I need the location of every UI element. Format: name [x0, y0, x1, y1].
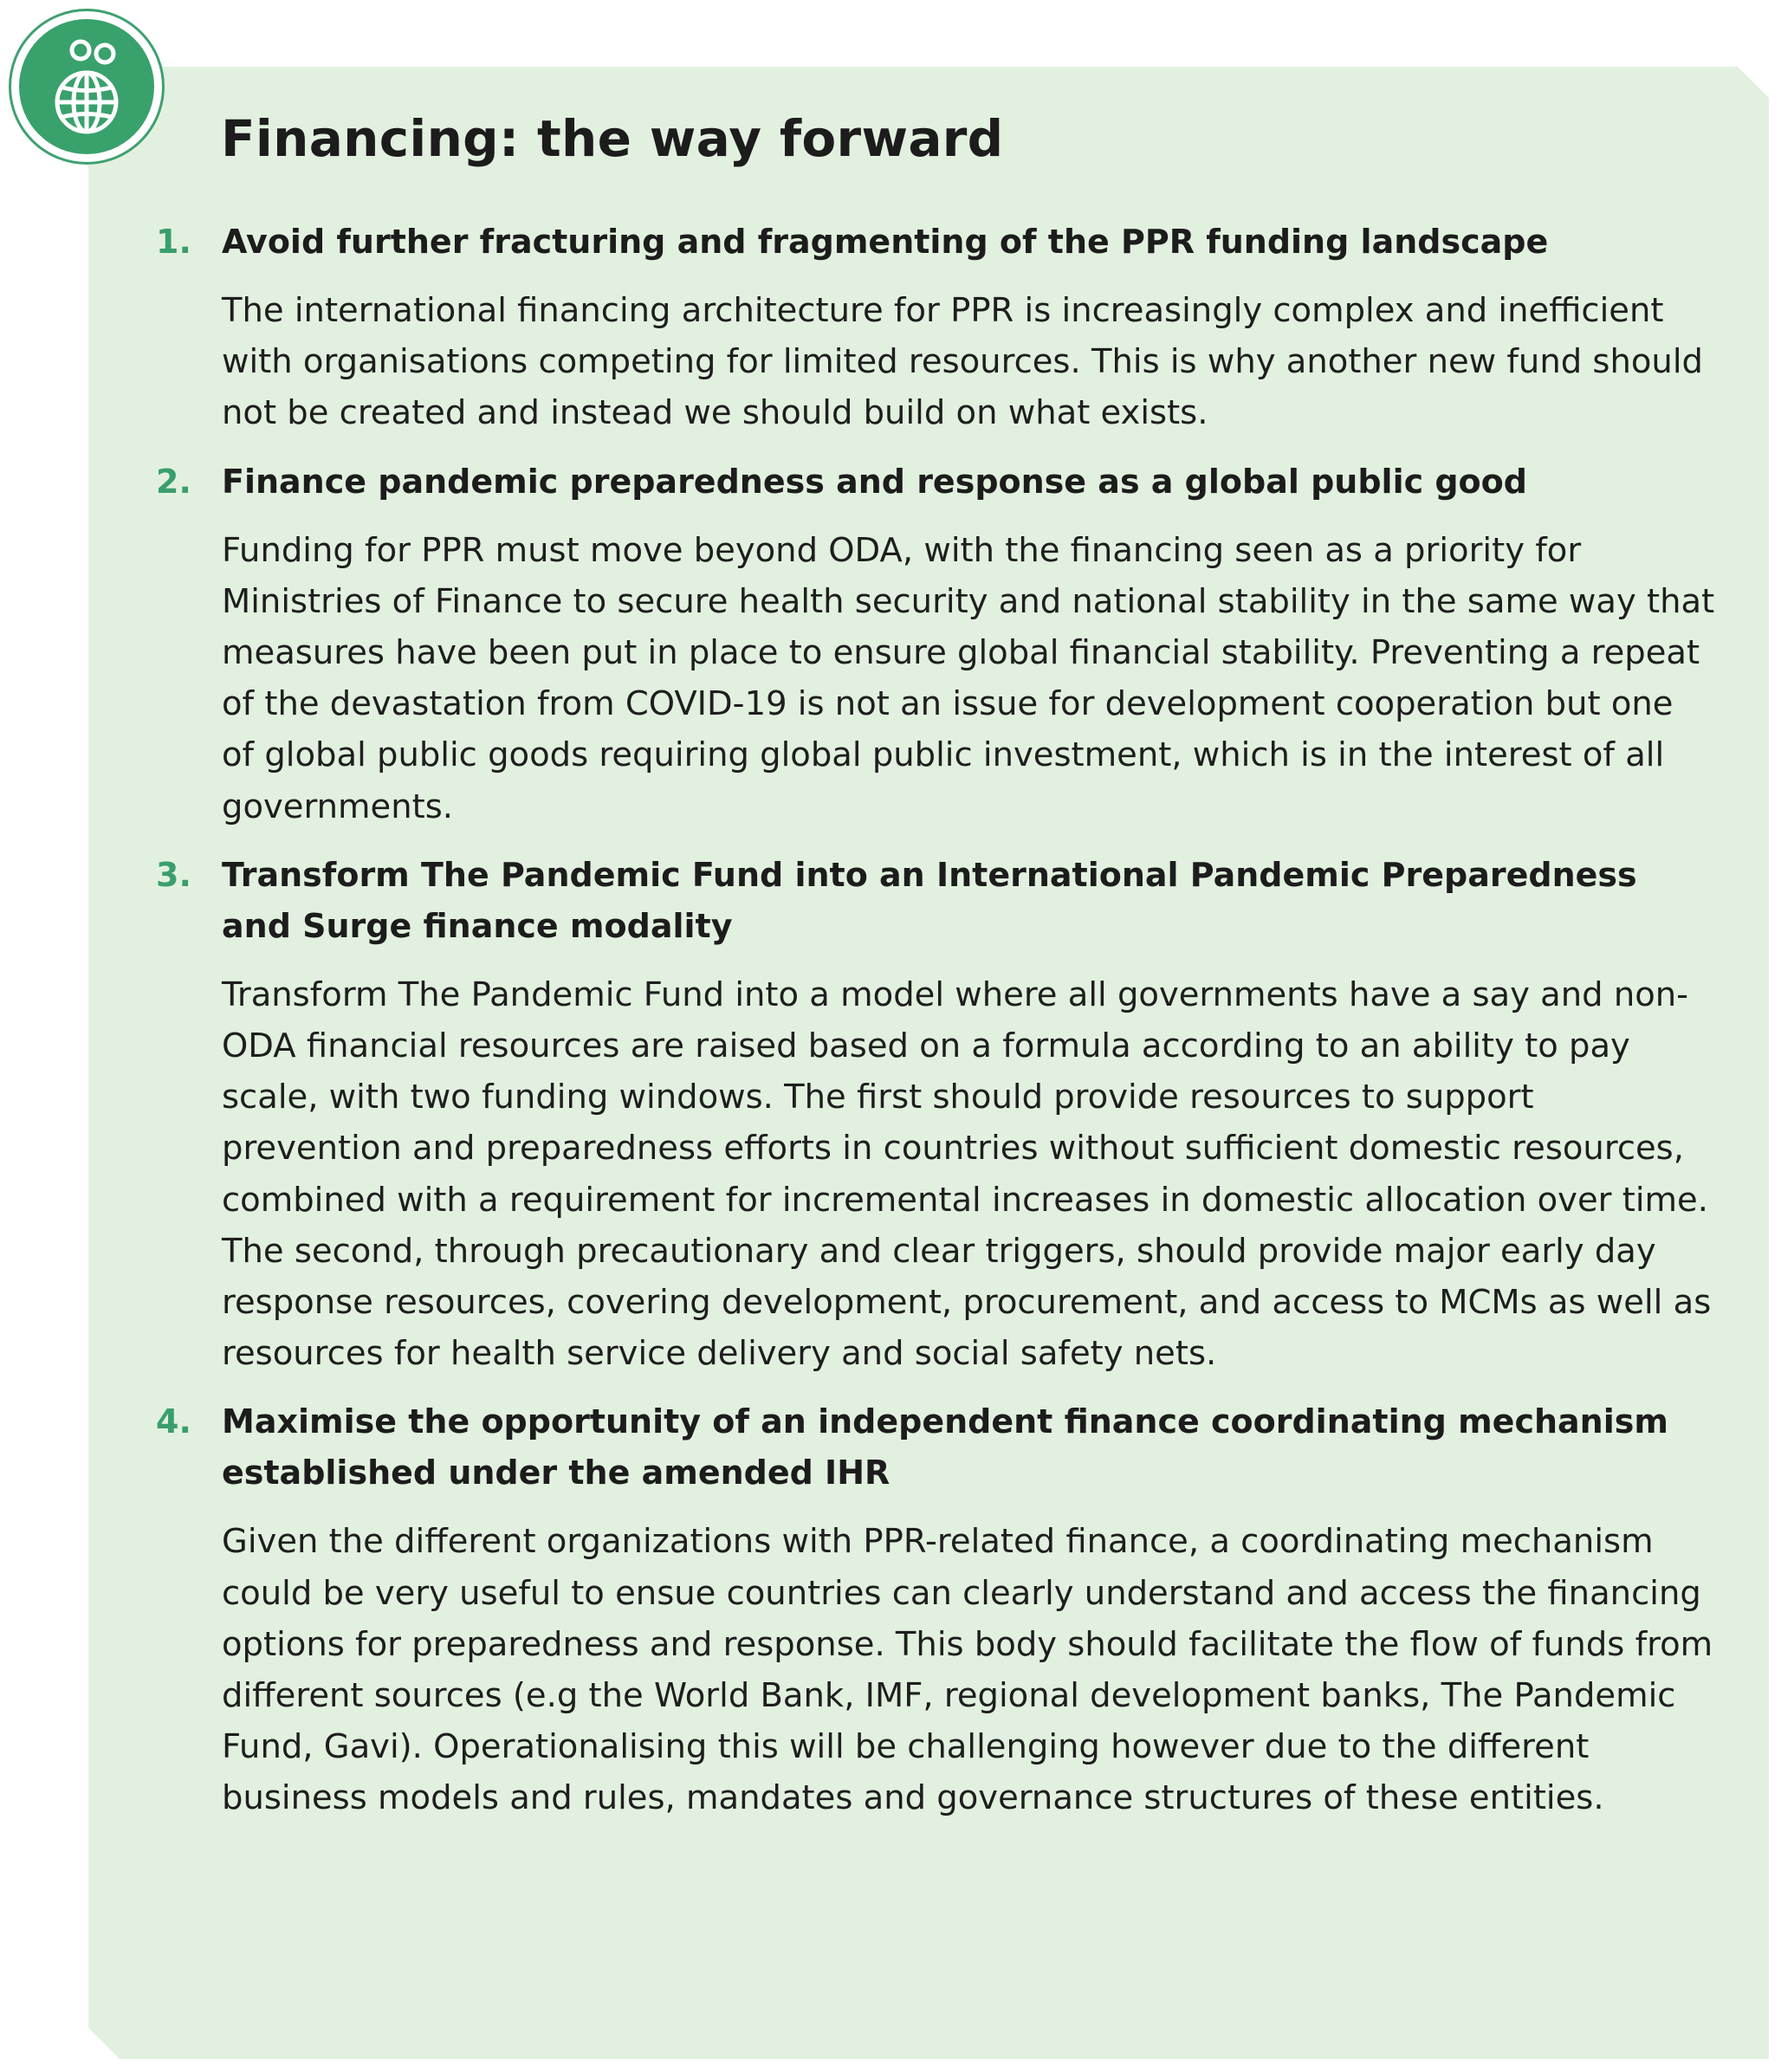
- list-item: [156, 456, 1715, 832]
- item-body: The international financing architecture for PPR is increasingly complex and inefficient with organisations competing for limited resources. This is why another new fund should not be created and instead we should build on what exists.: [222, 291, 1703, 433]
- recommendations-list: [156, 217, 1715, 1842]
- section-badge: [9, 9, 165, 165]
- list-item: [156, 850, 1715, 1380]
- list-item: [156, 217, 1715, 439]
- list-item: [156, 1396, 1715, 1823]
- item-heading: Finance pandemic preparedness and response as a global public good: [222, 462, 1527, 501]
- item-body: Given the different organizations with PPR-related finance, a coordinating mechanism could be very useful to ensue countries can clearly understand and access the financing options for preparedness and response. This body should facilitate the flow of funds from different sources (e.g the World Bank, IMF, regional development banks, The Pandemic Fund, Gavi). Operationalising this will be challenging however due to the different business models and rules, mandates and governance structures of these entities.: [222, 1522, 1713, 1818]
- item-number: 2.: [156, 462, 191, 501]
- item-heading: Transform The Pandemic Fund into an International Pandemic Preparedness and Surge finance modality: [222, 855, 1637, 945]
- item-heading: Maximise the opportunity of an independent finance coordinating mechanism established under the amended IHR: [222, 1402, 1668, 1492]
- item-heading: Avoid further fracturing and fragmenting of the PPR funding landscape: [222, 223, 1549, 261]
- page-title: Financing: the way forward: [221, 109, 1004, 168]
- item-number: 4.: [156, 1402, 191, 1441]
- item-number: 3.: [156, 855, 191, 894]
- globe-people-icon: [19, 19, 154, 154]
- item-body: Transform The Pandemic Fund into a model where all governments have a say and non-ODA financial resources are raised based on a formula according to an ability to pay scale, with two funding windows. The first should provide resources to support prevention and preparedness efforts in countries without sufficient domestic resources, combined with a requirement for incremental increases in domestic allocation over time. The second, through precautionary and clear triggers, should provide major early day response resources, covering development, procurement, and access to MCMs as well as resources for health service delivery and social safety nets.: [222, 974, 1712, 1374]
- item-number: 1.: [156, 223, 191, 261]
- item-body: Funding for PPR must move beyond ODA, with the financing seen as a priority for Ministries of Finance to secure health security and national stability in the same way that measures have been put in place to ensure global financial stability. Preventing a repeat of the devastation from COVID-19 is not an issue for development cooperation but one of global public goods requiring global public investment, which is in the interest of all governments.: [222, 530, 1715, 826]
